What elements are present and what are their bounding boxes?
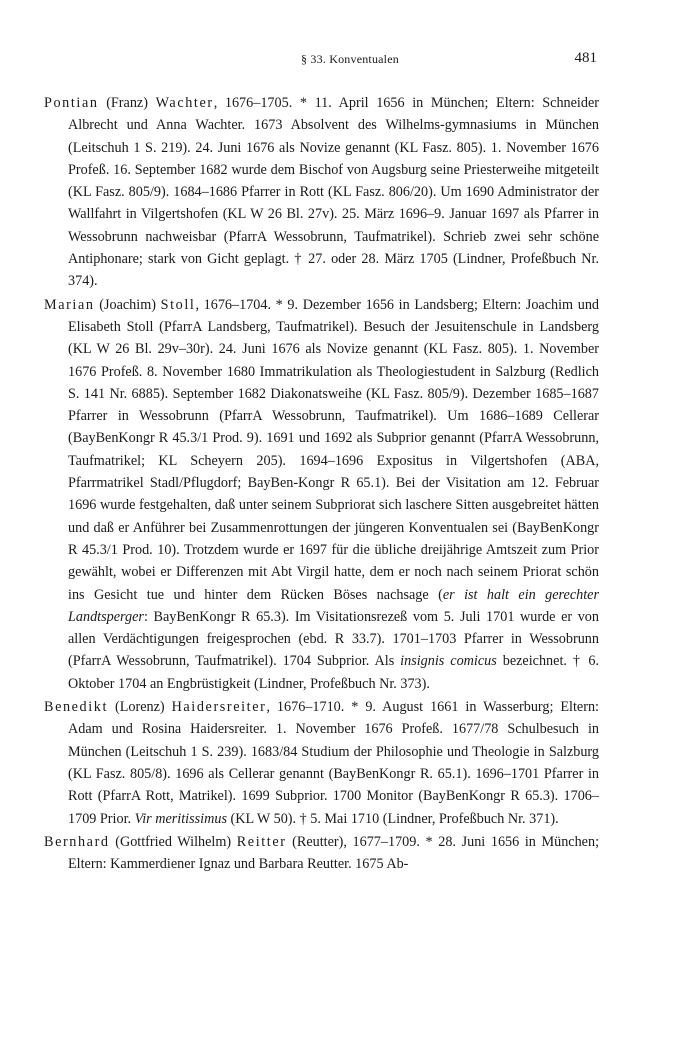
entry-birth-name: (Gottfried Wilhelm) — [115, 833, 232, 850]
entry-bernhard-reitter — [44, 831, 599, 876]
entry-text: bezeichnet. † 6. Oktober 1704 an Engbrüstigkeit (Lindner, Profeßbuch Nr. 373). — [68, 653, 599, 692]
entry-text: , 1676–1710. * 9. August 1661 in Wasserburg; Eltern: Adam und Rosina Haidersreiter. 1. November 1676 Profeß. 1677/78 Schulbesuch in München (Leitschuh 1 S. 239). 1683/84 Studium der Philosophie und Theologie in Salzburg (KL Fasz. 805/8). 1696 als Cellerar genannt (BayBenKongr R. 65.1). 1696–1701 Pfarrer in Rott (PfarrA Rott, Matrikel). 1699 Subprior. 1700 Monitor (BayBenKongr R 65.3). 1706–1709 Prior. — [68, 699, 599, 827]
entry-surname: Stoll — [160, 296, 196, 313]
running-head — [0, 52, 700, 72]
entry-surname: Haidersreiter — [171, 699, 267, 716]
entry-birth-name: (Joachim) — [99, 296, 156, 313]
entry-name: Pontian — [44, 95, 99, 111]
entry-benedikt-haidersreiter — [44, 696, 599, 830]
entry-marian-stoll — [44, 294, 599, 695]
entry-pontian-wachter — [44, 92, 599, 293]
page-number: 481 — [574, 50, 597, 66]
entry-surname: Wachter — [155, 95, 214, 111]
entry-birth-name: (Lorenz) — [114, 699, 165, 716]
entry-name: Bernhard — [44, 833, 110, 850]
entry-quote: er ist halt ein gerechter Landtsperger — [68, 586, 599, 625]
entry-text: , 1676–1704. * 9. Dezember 1656 in Landsberg; Eltern: Joachim und Elisabeth Stoll (PfarrA Landsberg, Taufmatrikel). Besuch der Jesuitenschule in Landsberg (KL W 26 Bl. 29v–30r). 24. Juni 1676 als Novize genannt (KL Fasz. 805). 1. November 1676 Profeß. 8. November 1680 Immatrikulation als Theologiestudent in Salzburg (Redlich S. 141 Nr. 6885). September 1682 Diakonatsweihe (KL Fasz. 805/9). Dezember 1685–1687 Pfarrer in Wessobrunn (PfarrA Wessobrunn, Taufmatrikel). Um 1686–1689 Cellerar (BayBenKongr R 45.3/1 Prod. 9). 1691 und 1692 als Subprior genannt (PfarrA Wessobrunn, Taufmatrikel; KL Scheyern 205). 1694–1696 Expositus in Vilgertshofen (ABA, Pfarrmatrikel Stadl/Pflugdorf; BayBen-Kongr R 65.1). Bei der Visitation am 12. Februar 1696 wurde festgehalten, daß unter seinem Subpriorat sich laschere Sitten ausgebreitet hätten und daß er Anführer bei Zusammenrottungen der jüngeren Konventualen sei (BayBenKongr R 45.3/1 Prod. 10). Trotzdem wurde er 1697 für die übliche dreijährige Amtszeit zum Prior gewählt, wobei er Differenzen mit Abt Virgil hatte, dem er noch nach seinem Priorat schön ins Gesicht tue und hinter dem Rücken Böses nachsage ( — [68, 296, 600, 603]
entry-name: Benedikt — [44, 699, 109, 716]
entry-epithet: Vir meritissimus — [134, 810, 227, 827]
entry-epithet: insignis comicus — [400, 653, 497, 670]
entry-text: : BayBenKongr R 65.3). Im Visitationsrezeß vom 5. Juli 1701 wurde er von allen Verdächtigungen freigesprochen (ebd. R 33.7). 1701–1703 Pfarrer in Wessobrunn (PfarrA Wessobrunn, Taufmatrikel). 1704 Subprior. Als — [68, 608, 599, 670]
page-body — [44, 92, 599, 876]
entry-text: , 1676–1705. * 11. April 1656 in München; Eltern: Schneider Albrecht und Anna Wachter. 1673 Absolvent des Wilhelms-gymnasiums in München (Leitschuh 1 S. 219). 24. Juni 1676 als Novize genannt (KL Fasz. 805). 1. November 1676 Profeß. 16. September 1682 wurde dem Bischof von Augsburg seine Priesterweihe mitgeteilt (KL Fasz. 805/9). 1684–1686 Pfarrer in Rott (KL Fasz. 806/20). Um 1690 Administrator der Wallfahrt in Vilgertshofen (KL W 26 Bl. 27v). 25. März 1696–9. Januar 1697 als Pfarrer in Wessobrunn nachweisbar (PfarrA Wessobrunn, Taufmatrikel). Schrieb zwei sehr schöne Antiphonare; stark von Gicht geplagt. † 27. oder 28. März 1705 (Lindner, Profeßbuch Nr. 374). — [68, 95, 599, 290]
entry-name: Marian — [44, 296, 95, 313]
running-head-title: § 33. Konventualen — [301, 52, 399, 66]
entry-birth-name: (Franz) — [106, 95, 148, 111]
entry-surname: Reitter — [236, 833, 287, 850]
entry-text: (KL W 50). † 5. Mai 1710 (Lindner, Profeßbuch Nr. 371). — [226, 810, 559, 827]
entry-text: (Reutter), 1677–1709. * 28. Juni 1656 in München; Eltern: Kammerdiener Ignaz und Barbara Reutter. 1675 Ab- — [68, 833, 600, 873]
